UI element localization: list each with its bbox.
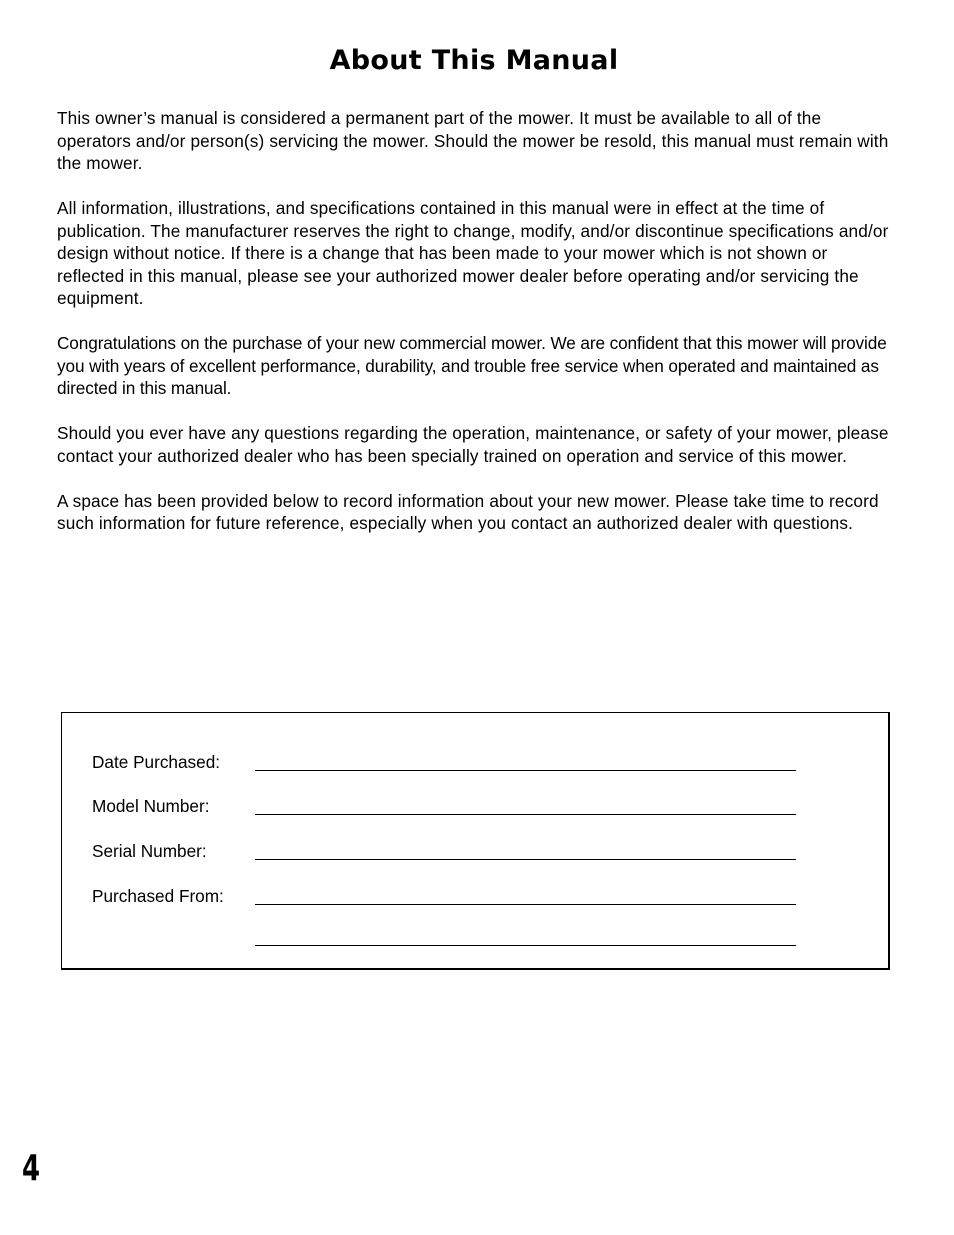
field-row-date-purchased bbox=[92, 750, 812, 774]
paragraph-congratulations: Congratulations on the purchase of your new commercial mower. We are confident that this mower will provide you with years of excellent performance, durability, and trouble free service when operated and maintained as directed in this manual. bbox=[57, 333, 887, 398]
page-number: 4 bbox=[22, 1148, 41, 1189]
page-title: About This Manual bbox=[329, 45, 619, 76]
model-number-label: Model Number: bbox=[92, 796, 210, 816]
paragraph-specifications: All information, illustrations, and specifications contained in this manual were in effect at the time of publication. The manufacturer reserves the right to change, modify, and/or discontinue specifications and/or design without notice. If there is a change that has been made to your mower which is not shown or reflected in this manual, please see your authorized mower dealer before operating and/or servicing the equipment. bbox=[57, 198, 889, 308]
paragraph-questions: Should you ever have any questions regarding the operation, maintenance, or safety of your mower, please contact your authorized dealer who has been specially trained on operation and service of this mower. bbox=[57, 423, 889, 466]
date-purchased-line[interactable] bbox=[255, 770, 796, 771]
paragraph-permanent-part: This owner’s manual is considered a permanent part of the mower. It must be available to all of the operators and/or person(s) servicing the mower. Should the mower be resold, this manual must remain with the mower. bbox=[57, 108, 889, 173]
paragraph-record-space: A space has been provided below to record information about your new mower. Please take time to record such information for future reference, especially when you contact an authorized dealer with questions. bbox=[57, 490, 879, 533]
purchased-from-extra-line[interactable] bbox=[255, 945, 796, 946]
serial-number-label: Serial Number: bbox=[92, 841, 207, 861]
field-row-serial-number bbox=[92, 839, 812, 863]
purchased-from-line[interactable] bbox=[255, 904, 796, 905]
model-number-line[interactable] bbox=[255, 814, 796, 815]
date-purchased-label: Date Purchased: bbox=[92, 752, 221, 772]
field-row-model-number bbox=[92, 794, 812, 818]
serial-number-line[interactable] bbox=[255, 859, 796, 860]
purchased-from-label: Purchased From: bbox=[92, 886, 224, 906]
field-row-purchased-from bbox=[92, 884, 812, 908]
manual-body bbox=[57, 107, 897, 557]
purchase-record-box bbox=[61, 712, 890, 970]
field-row-purchased-from-extra bbox=[92, 925, 812, 949]
